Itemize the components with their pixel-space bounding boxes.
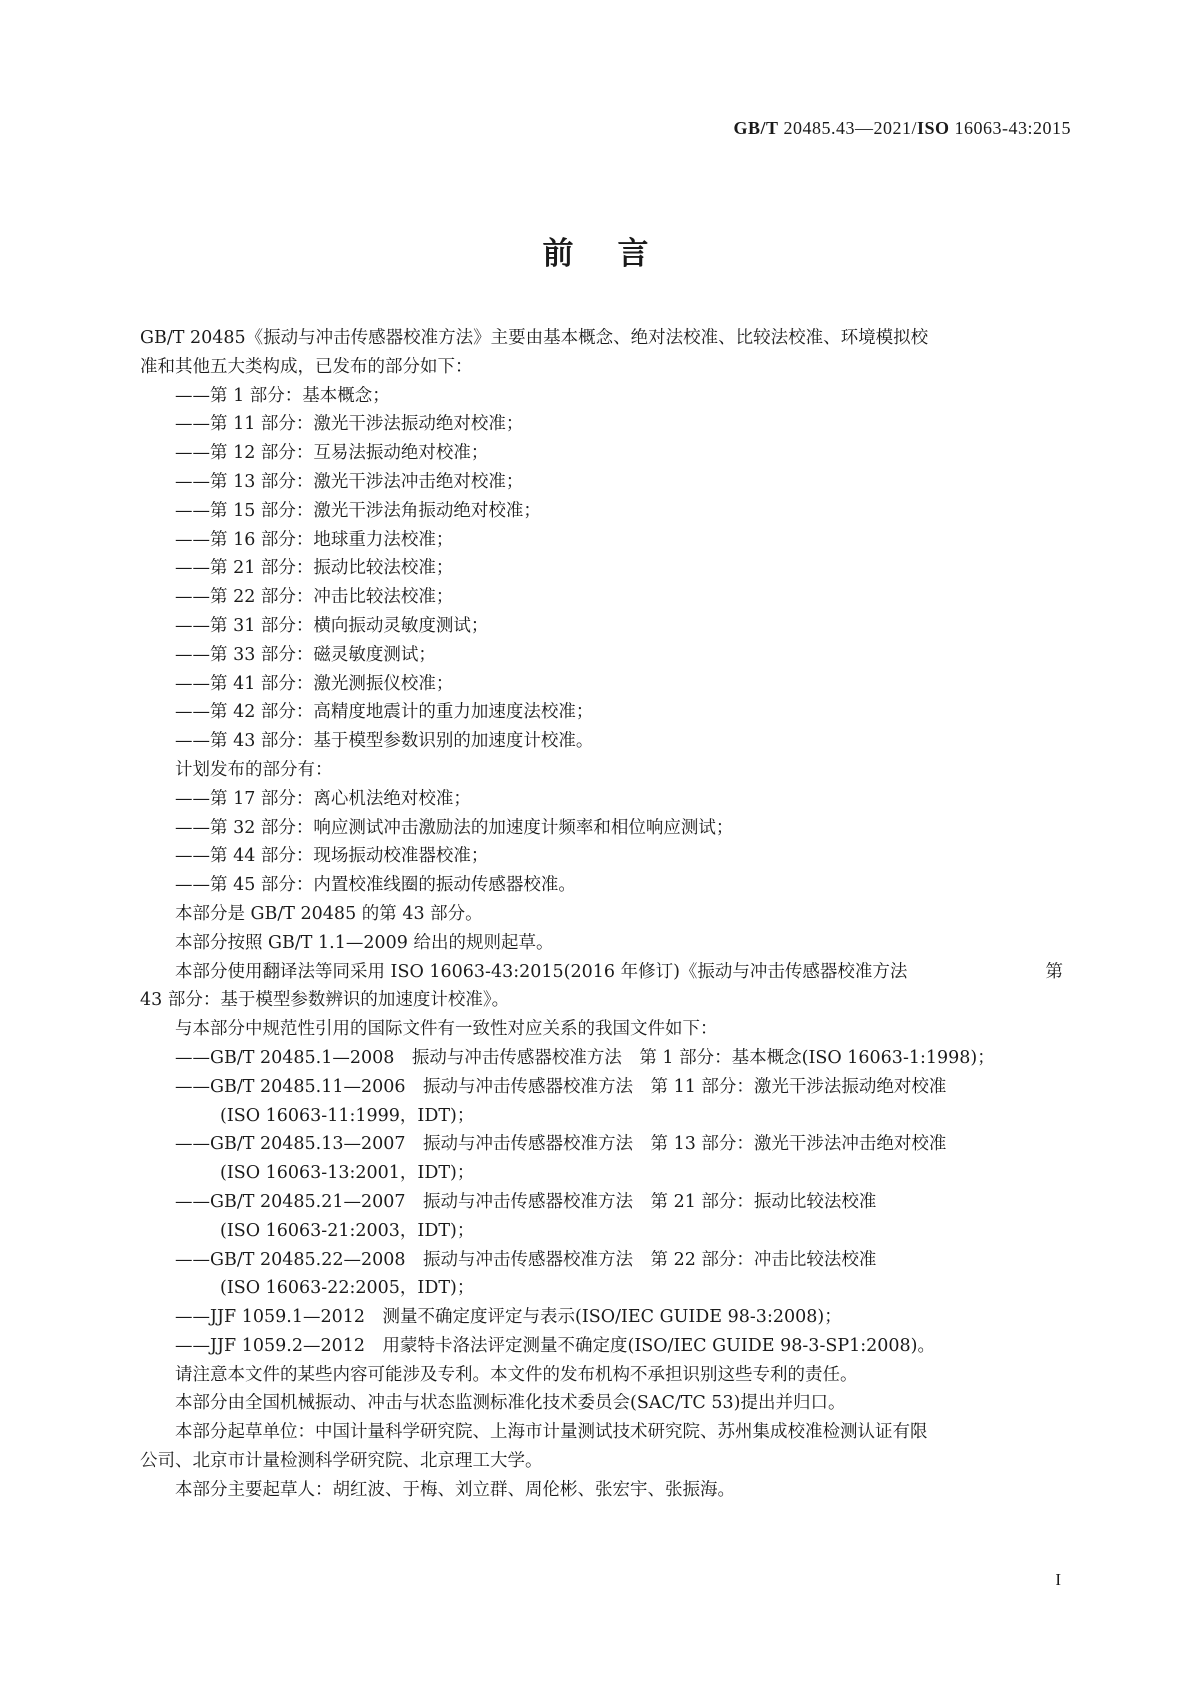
para-units-line-1: 本部分起草单位：中国计量科学研究院、上海市计量测试技术研究院、苏州集成校准检测认证有限 xyxy=(175,1422,928,1443)
para-drafters: 本部分主要起草人：胡红波、于梅、刘立群、周伦彬、张宏宇、张振海。 xyxy=(175,1479,735,1500)
std-number: 20485.43—2021/ xyxy=(778,118,917,138)
list-item: ——JJF 1059.1—2012 测量不确定度评定与表示(ISO/IEC GUIDE 98-3:2008)； xyxy=(175,1307,842,1328)
list-item: ——第 43 部分：基于模型参数识别的加速度计校准。 xyxy=(175,731,594,752)
std-prefix: GB/T xyxy=(733,118,779,138)
para-drafting-rules: 本部分按照 GB/T 1.1—2009 给出的规则起草。 xyxy=(175,932,554,953)
list-item: ——GB/T 20485.22—2008 振动与冲击传感器校准方法 第 22 部分：冲击比较法校准 xyxy=(175,1249,877,1270)
list-item: ——第 12 部分：互易法振动绝对校准； xyxy=(175,443,489,464)
para-proposed: 本部分由全国机械振动、冲击与状态监测标准化技术委员会(SAC/TC 53)提出并归口。 xyxy=(175,1393,846,1414)
list-item: ——第 17 部分：离心机法绝对校准； xyxy=(175,788,471,809)
page-number: I xyxy=(1055,1570,1061,1589)
list-item-continuation: (ISO 16063-11:1999，IDT)； xyxy=(220,1105,475,1126)
list-item: ——第 41 部分：激光测振仪校准； xyxy=(175,673,454,694)
published-parts-list xyxy=(175,382,1063,756)
list-item-continuation: (ISO 16063-22:2005，IDT)； xyxy=(220,1278,475,1299)
translation-tail: 第 xyxy=(1045,961,1063,982)
list-item: ——第 16 部分：地球重力法校准； xyxy=(175,529,454,550)
list-item: ——第 42 部分：高精度地震计的重力加速度法校准； xyxy=(175,702,594,723)
foreword-body xyxy=(140,324,1063,1505)
iso-prefix: ISO xyxy=(916,118,950,138)
list-item: ——第 15 部分：激光干涉法角振动绝对校准； xyxy=(175,500,541,521)
corresponding-heading: 与本部分中规范性引用的国际文件有一致性对应关系的我国文件如下： xyxy=(175,1019,718,1040)
list-item: ——第 21 部分：振动比较法校准； xyxy=(175,558,454,579)
planned-parts-list xyxy=(175,785,1063,900)
intro-line-1: GB/T 20485《振动与冲击传感器校准方法》主要由基本概念、绝对法校准、比较法校准、环境模拟校 xyxy=(140,328,929,348)
list-item: ——第 13 部分：激光干涉法冲击绝对校准； xyxy=(175,471,524,492)
translation-text: 本部分使用翻译法等同采用 ISO 16063-43:2015(2016 年修订)《振动与冲击传感器校准方法 xyxy=(175,961,908,982)
list-item-continuation: (ISO 16063-21:2003，IDT)； xyxy=(220,1220,475,1241)
list-item: ——第 1 部分：基本概念； xyxy=(175,385,390,406)
para-translation-line-1 xyxy=(175,958,1063,987)
list-item: ——第 44 部分：现场振动校准器校准； xyxy=(175,846,489,867)
list-item: ——第 11 部分：激光干涉法振动绝对校准； xyxy=(175,414,524,435)
list-item: ——第 45 部分：内置校准线圈的振动传感器校准。 xyxy=(175,875,576,896)
list-item-continuation: (ISO 16063-13:2001，IDT)； xyxy=(220,1163,475,1184)
para-translation-line-2: 43 部分：基于模型参数辨识的加速度计校准》。 xyxy=(140,990,510,1011)
list-item: ——第 22 部分：冲击比较法校准； xyxy=(175,587,454,608)
list-item: ——GB/T 20485.1—2008 振动与冲击传感器校准方法 第 1 部分：基本概念(ISO 16063-1:1998)； xyxy=(175,1047,995,1068)
list-item: ——JJF 1059.2—2012 用蒙特卡洛法评定测量不确定度(ISO/IEC GUIDE 98-3-SP1:2008)。 xyxy=(175,1335,936,1356)
list-item: ——GB/T 20485.21—2007 振动与冲击传感器校准方法 第 21 部分：振动比较法校准 xyxy=(175,1191,877,1212)
list-item: ——GB/T 20485.11—2006 振动与冲击传感器校准方法 第 11 部分：激光干涉法振动绝对校准 xyxy=(175,1076,947,1097)
list-item: ——第 32 部分：响应测试冲击激励法的加速度计频率和相位响应测试； xyxy=(175,817,734,838)
para-units-line-2: 公司、北京市计量检测科学研究院、北京理工大学。 xyxy=(140,1451,543,1472)
para-patent: 请注意本文件的某些内容可能涉及专利。本文件的发布机构不承担识别这些专利的责任。 xyxy=(175,1364,858,1385)
intro-line-2: 准和其他五大类构成，已发布的部分如下： xyxy=(140,356,473,377)
page-title: 前言 xyxy=(542,236,693,272)
para-part-of: 本部分是 GB/T 20485 的第 43 部分。 xyxy=(175,903,483,924)
planned-heading: 计划发布的部分有： xyxy=(175,759,333,780)
iso-number: 16063-43:2015 xyxy=(949,118,1071,138)
list-item: ——第 33 部分：磁灵敏度测试； xyxy=(175,644,436,665)
list-item: ——第 31 部分：横向振动灵敏度测试； xyxy=(175,615,489,636)
standard-number-header xyxy=(733,118,1071,139)
corresponding-docs-list xyxy=(175,1044,1063,1361)
list-item: ——GB/T 20485.13—2007 振动与冲击传感器校准方法 第 13 部分：激光干涉法冲击绝对校准 xyxy=(175,1134,947,1155)
